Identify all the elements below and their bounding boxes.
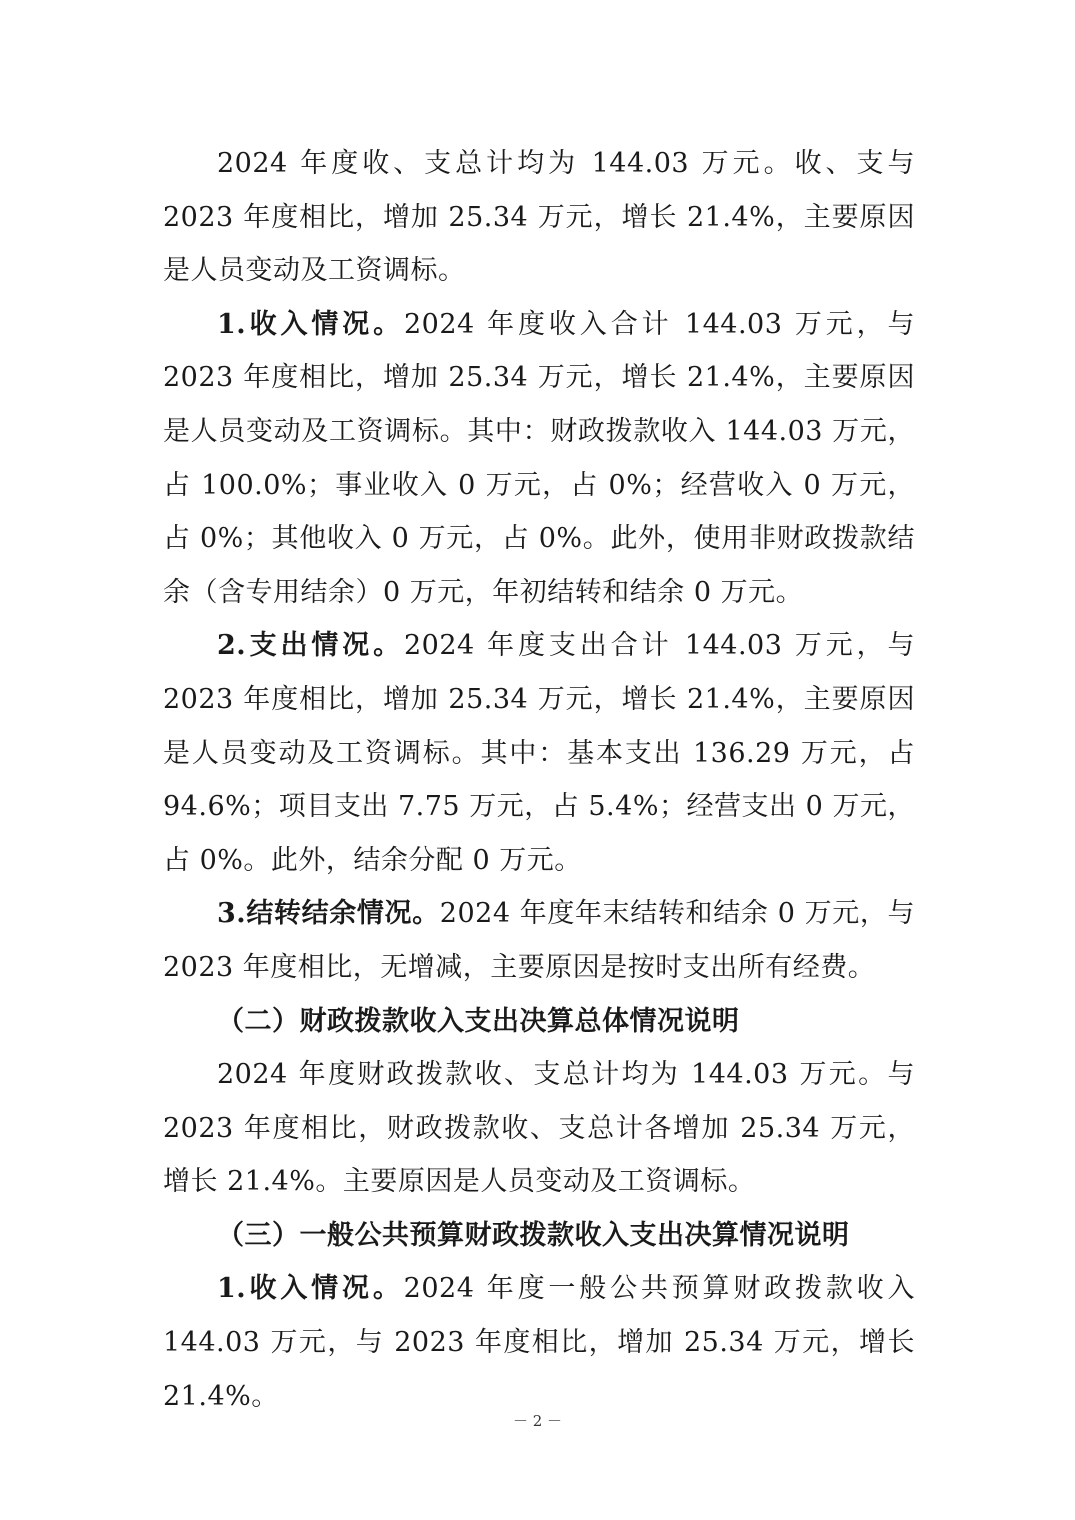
paragraph-lead: 2.支出情况。	[217, 630, 404, 662]
page-number: － 2 －	[512, 1412, 563, 1430]
paragraph-carryover	[163, 887, 915, 994]
paragraph-fiscal-total	[163, 1048, 915, 1209]
paragraph-text: 2024 年度收、支总计均为 144.03 万元。收、支与 2023 年度相比，增加 25.34 万元，增长 21.4%，主要原因是人员变动及工资调标。	[163, 148, 915, 287]
paragraph-text: 2024 年度财政拨款收、支总计均为 144.03 万元。与 2023 年度相比，财政拨款收、支总计各增加 25.34 万元，增长 21.4%。主要原因是人员变动及工资调标。	[163, 1059, 915, 1198]
section-heading-3: （三）一般公共预算财政拨款收入支出决算情况说明	[217, 1219, 850, 1251]
paragraph-general-budget-income	[163, 1262, 915, 1423]
paragraph-expenditure	[163, 619, 915, 887]
document-page	[163, 137, 915, 1423]
paragraph-text: 2024 年度收入合计 144.03 万元，与 2023 年度相比，增加 25.34 万元，增长 21.4%，主要原因是人员变动及工资调标。其中：财政拨款收入 144.03 万元，占 100.0%；事业收入 0 万元，占 0%；经营收入 0 万元，占 0%；其他收入 0 万元，占 0%。此外，使用非财政拨款结余（含专用结余）0 万元，年初结转和结余 0 万元。	[163, 308, 916, 608]
paragraph-summary	[163, 137, 915, 298]
paragraph-lead: 1.收入情况。	[217, 1273, 404, 1305]
paragraph-lead: 3.结转结余情况。	[217, 898, 440, 930]
paragraph-text: 2024 年度一般公共预算财政拨款收入 144.03 万元，与 2023 年度相比，增加 25.34 万元，增长 21.4%。	[163, 1273, 916, 1412]
paragraph-text: 2024 年度年末结转和结余 0 万元，与 2023 年度相比，无增减，主要原因是按时支出所有经费。	[163, 898, 916, 983]
paragraph-text: 2024 年度支出合计 144.03 万元，与 2023 年度相比，增加 25.34 万元，增长 21.4%，主要原因是人员变动及工资调标。其中：基本支出 136.29 万元，占 94.6%；项目支出 7.75 万元，占 5.4%；经营支出 0 万元，占 0%。此外，结余分配 0 万元。	[163, 630, 916, 876]
paragraph-lead: 1.收入情况。	[217, 308, 404, 340]
section-heading-2: （二）财政拨款收入支出决算总体情况说明	[217, 1005, 740, 1037]
paragraph-income	[163, 298, 915, 620]
